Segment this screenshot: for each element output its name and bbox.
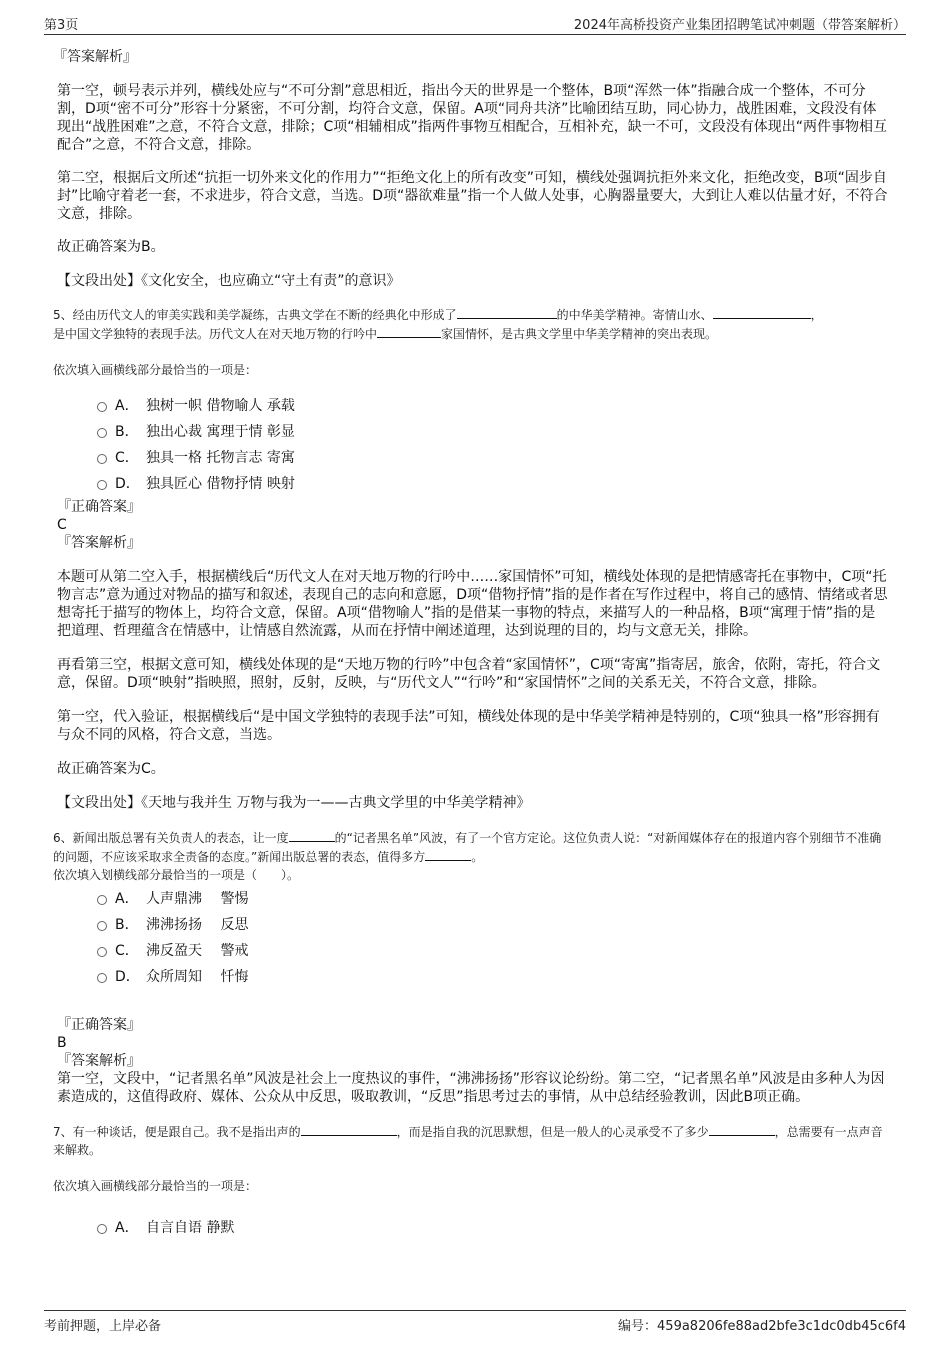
radio-icon[interactable]	[97, 428, 107, 438]
q6-prompt: 依次填入划横线部分最恰当的一项是（ ）。	[53, 868, 300, 882]
radio-icon[interactable]	[97, 1224, 107, 1234]
q6-answer: B	[57, 1035, 67, 1051]
q5-option-c[interactable]: C． 独具一格 托物言志 寄寓	[57, 445, 889, 471]
blank-2	[709, 1122, 775, 1136]
q4-analysis-p1: 第一空，顿号表示并列，横线处应与“不可分割”意思相近，指出今天的世界是一个整体，B项“浑然一体”指融合成一个整体，不可分割，D项“密不可分”形容十分紧密，不可分割，均符合文意，保留。A项“同舟共济”比喻团结互助，同心协力，战胜困难，文段没有体现出“战胜困难”之意，不符合文意，排除；C项“相辅相成”指两件事物互相配合，互相补充，缺一不可，文段没有体现出“两件事物相互配合”之意，不符合文意，排除。	[57, 83, 888, 153]
blank-1	[457, 305, 557, 319]
q6-option-d[interactable]: D． 众所周知 忏悔	[57, 964, 889, 990]
q7-option-a[interactable]: A． 自言自语 静默	[57, 1215, 889, 1241]
q7-stem: 7、有一种谈话，便是跟自己。我不是指出声的 ，而是指自我的沉思默想，但是一般人的心灵承受不了多少 ，总需要有一点声音来解救。	[53, 1122, 889, 1159]
q7-options	[57, 1215, 889, 1241]
q5-answer: C	[57, 517, 67, 533]
radio-icon[interactable]	[97, 947, 107, 957]
q4-analysis-label: 『答案解析』	[53, 49, 137, 65]
document-title: 2024年高桥投资产业集团招聘笔试冲刺题（带答案解析）	[573, 18, 906, 33]
footer-slogan: 考前押题，上岸必备	[44, 1319, 162, 1334]
q7-prompt: 依次填入画横线部分最恰当的一项是：	[53, 1179, 258, 1193]
radio-icon[interactable]	[97, 454, 107, 464]
q6-analysis-label: 『答案解析』	[57, 1053, 141, 1069]
blank-1	[301, 1122, 397, 1136]
q6-options	[57, 886, 889, 990]
q6-stem: 6、新闻出版总署有关负责人的表态，让一度 的“记者黑名单”风波，有了一个官方定论。这位负责人说：“对新闻媒体存在的报道内容个别细节不准确的问题，不应该采取求全责备的态度。”新闻出版总署的表态，值得多方 。	[53, 828, 889, 866]
document-id: 编号：459a8206fe88ad2bfe3c1dc0db45c6f4	[618, 1319, 906, 1334]
q4-source: 【文段出处】《文化安全，也应确立“守土有责”的意识》	[57, 273, 401, 289]
q5-option-a[interactable]: A． 独树一帜 借物喻人 承载	[57, 393, 889, 419]
q5-analysis-p2: 再看第三空，根据文意可知，横线处体现的是“天地万物的行吟”中包含着“家国情怀”，C项“寄寓”指寄居，旅舍，依附，寄托，符合文意，保留。D项“映射”指映照，照射，反射，反映，与“历代文人”“行吟”和“家国情怀”之间的关系无关，不符合文意，排除。	[57, 657, 881, 691]
document-body	[53, 44, 889, 1241]
blank-2	[425, 847, 471, 861]
blank-3	[377, 324, 441, 338]
q6-option-a[interactable]: A． 人声鼎沸 警惕	[57, 886, 889, 912]
q5-prompt: 依次填入画横线部分最恰当的一项是：	[53, 363, 258, 377]
blank-1	[289, 828, 335, 842]
blank-2	[713, 305, 811, 319]
q4-analysis-p2: 第二空，根据后文所述“抗拒一切外来文化的作用力”“拒绝文化上的所有改变”可知，横线处强调抗拒外来文化，拒绝改变，B项“固步自封”比喻守着老一套，不求进步，符合文意，当选。D项“器欲难量”指一个人做人处事，心胸器量要大，大到让人难以估量才好，不符合文意，排除。	[57, 170, 888, 222]
q5-option-d[interactable]: D． 独具匠心 借物抒情 映射	[57, 471, 889, 497]
q5-analysis-label: 『答案解析』	[57, 535, 141, 551]
q4-conclusion: 故正确答案为B。	[57, 239, 165, 255]
radio-icon[interactable]	[97, 973, 107, 983]
q5-source: 【文段出处】《天地与我并生 万物与我为一——古典文学里的中华美学精神》	[57, 795, 531, 811]
q5-options	[57, 393, 889, 497]
q5-option-b[interactable]: B． 独出心裁 寓理于情 彰显	[57, 419, 889, 445]
q5-conclusion: 故正确答案为C。	[57, 761, 165, 777]
q6-answer-label: 『正确答案』	[57, 1017, 141, 1033]
radio-icon[interactable]	[97, 921, 107, 931]
q5-answer-label: 『正确答案』	[57, 499, 141, 515]
q5-analysis-p1: 本题可从第二空入手，根据横线后“历代文人在对天地万物的行吟中……家国情怀”可知，横线处体现的是把情感寄托在事物中，C项“托物言志”意为通过对物品的描写和叙述，表现自己的志向和意愿，D项“借物抒情”指的是作者在写作过程中，将自己的感情、情绪或者思想寄托于描写的物体上，均符合文意，保留。A项“借物喻人”指的是借某一事物的特点，来描写人的一种品格，B项“寓理于情”指的是把道理、哲理蕴含在情感中，让情感自然流露，从而在抒情中阐述道理，达到说理的目的，均与文意无关，排除。	[57, 569, 888, 639]
q6-option-c[interactable]: C． 沸反盈天 警戒	[57, 938, 889, 964]
radio-icon[interactable]	[97, 895, 107, 905]
radio-icon[interactable]	[97, 480, 107, 490]
q5-analysis-p3: 第一空，代入验证，根据横线后“是中国文学独特的表现手法”可知，横线处体现的是中华美学精神是特别的，C项“独具一格”形容拥有与众不同的风格，符合文意，当选。	[57, 709, 880, 743]
q6-option-b[interactable]: B． 沸沸扬扬 反思	[57, 912, 889, 938]
radio-icon[interactable]	[97, 402, 107, 412]
page-header	[44, 14, 906, 35]
q6-analysis-p1: 第一空，文段中，“记者黑名单”风波是社会上一度热议的事件，“沸沸扬扬”形容议论纷纷。第二空，“记者黑名单”风波是由多种人为因素造成的，这值得政府、媒体、公众从中反思，吸取教训，“反思”指思考过去的事情，从中总结经验教训，因此B项正确。	[57, 1071, 885, 1105]
page-number: 第3页	[44, 18, 79, 33]
q5-stem: 5、经由历代文人的审美实践和美学凝练，古典文学在不断的经典化中形成了 的中华美学精神。寄情山水、 ， 是中国文学独特的表现手法。历代文人在对天地万物的行吟中 家国情怀，是古典文学里中华美学精神的突出表现。	[53, 305, 889, 343]
page-footer	[44, 1310, 906, 1333]
